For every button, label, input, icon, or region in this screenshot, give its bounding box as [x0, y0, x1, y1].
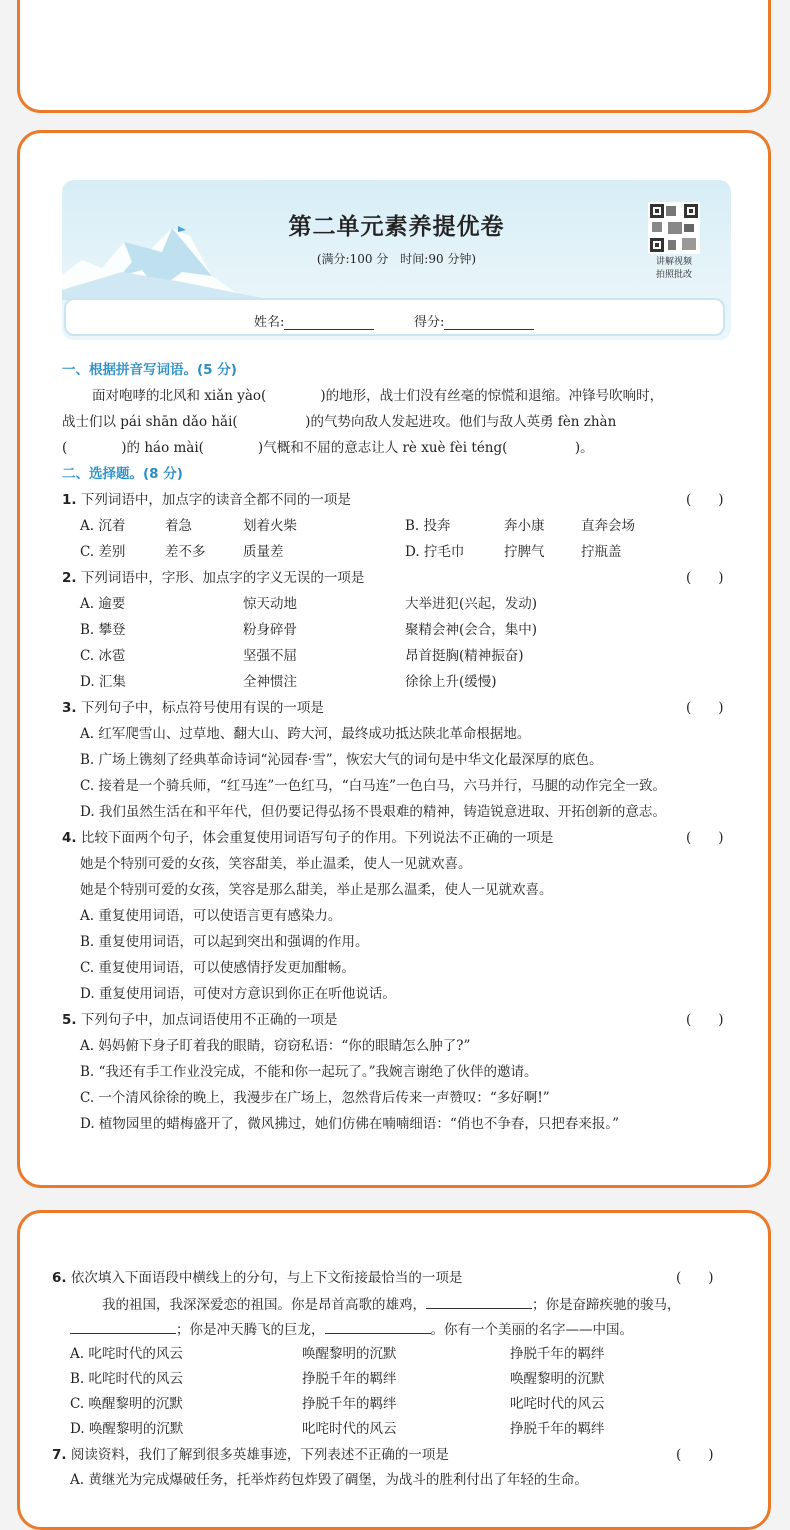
passage-line: ( )的 háo mài( )气概和不屈的意志让人 rè xuè fèi téng( )。 — [62, 440, 594, 456]
fill-blank[interactable] — [426, 1294, 532, 1309]
answer-paren[interactable]: ( ) — [686, 570, 724, 586]
option-text: 聚精会神(会合，集中) — [405, 622, 538, 638]
option-text[interactable]: A. 逾要 — [80, 596, 126, 612]
question-text: 下列词语中，加点字的读音全都不同的一项是 — [80, 492, 351, 508]
option-text: 粉身碎骨 — [243, 622, 297, 638]
name-field[interactable] — [254, 311, 374, 330]
option-text[interactable]: B. 叱咤时代的风云 — [70, 1371, 184, 1387]
option-text[interactable]: C. 重复使用词语，可以使感情抒发更加酣畅。 — [80, 960, 355, 976]
exam-header — [62, 180, 731, 340]
option-text: 挣脱千年的羁绊 — [510, 1346, 605, 1362]
option-text: 叱咤时代的风云 — [510, 1396, 605, 1412]
option-text[interactable]: D. 汇集 — [80, 674, 126, 690]
option-text[interactable]: B. 广场上镌刻了经典革命诗词“沁园春·雪”，恢宏大气的词句是中华文化最深厚的底色。 — [80, 752, 603, 768]
option-text: 着急 — [165, 518, 192, 534]
option-text: 质量差 — [243, 544, 284, 560]
passage-text: ；你是奋蹄疾驰的骏马， — [532, 1297, 681, 1313]
option-text: 唤醒黎明的沉默 — [510, 1371, 605, 1387]
exam-title: 第二单元素养提优卷 — [288, 214, 505, 240]
question-stem — [52, 1268, 462, 1288]
option-text[interactable]: A. 重复使用词语，可以使语言更有感染力。 — [80, 908, 342, 924]
answer-paren[interactable]: ( ) — [676, 1447, 714, 1463]
option-text: 挣脱千年的羁绊 — [510, 1421, 605, 1437]
option-text: 坚强不屈 — [243, 648, 297, 664]
option-text[interactable]: C. 接着是一个骑兵师，“红马连”一色红马，“白马连”一色白马，六马并行，马腿的动作完全一致。 — [80, 778, 667, 794]
option-text[interactable]: C. 唤醒黎明的沉默 — [70, 1396, 183, 1412]
option-text[interactable]: C. 一个清风徐徐的晚上，我漫步在广场上，忽然背后传来一声赞叹：“多好啊!” — [80, 1090, 550, 1106]
option-text: 唤醒黎明的沉默 — [302, 1346, 397, 1362]
previous-page-card — [17, 0, 771, 113]
question-number: 1. — [62, 492, 77, 508]
question-number: 7. — [52, 1447, 67, 1463]
option-text[interactable]: C. 冰雹 — [80, 648, 126, 664]
option-text[interactable]: A. 叱咤时代的风云 — [70, 1346, 183, 1362]
option-text: 拧瓶盖 — [581, 544, 622, 560]
option-text[interactable]: D. 重复使用词语，可使对方意识到你正在听他说话。 — [80, 986, 396, 1002]
question-number: 5. — [62, 1012, 77, 1028]
option-text: 大举进犯(兴起，发动) — [405, 596, 538, 612]
question-stem — [52, 1445, 449, 1465]
option-text: 划着火柴 — [243, 518, 297, 534]
option-text[interactable]: B. “我还有手工作业没完成，不能和你一起玩了。”我婉言谢绝了伙伴的邀请。 — [80, 1064, 538, 1080]
passage-line — [70, 1319, 633, 1340]
option-text[interactable]: A. 沉着 — [80, 518, 126, 534]
example-sentence: 她是个特别可爱的女孩，笑容是那么甜美，举止是那么温柔，使人一见就欢喜。 — [80, 882, 553, 898]
option-text[interactable]: B. 投奔 — [405, 518, 451, 534]
option-text: 奔小康 — [504, 518, 545, 534]
option-text: 挣脱千年的羁绊 — [302, 1371, 397, 1387]
option-text[interactable]: D. 拧毛巾 — [405, 544, 465, 560]
question-stem — [62, 1010, 337, 1030]
score-blank[interactable] — [444, 317, 534, 330]
question-text: 下列词语中，字形、加点字的字义无误的一项是 — [80, 570, 365, 586]
option-text: 挣脱千年的羁绊 — [302, 1396, 397, 1412]
name-label: 姓名: — [254, 315, 285, 330]
answer-paren[interactable]: ( ) — [686, 1012, 724, 1028]
passage-line — [102, 1294, 681, 1315]
question-text: 下列句子中，加点词语使用不正确的一项是 — [80, 1012, 338, 1028]
name-score-bar — [64, 298, 725, 336]
option-text: 惊天动地 — [243, 596, 297, 612]
option-text[interactable]: B. 攀登 — [80, 622, 126, 638]
option-text[interactable]: D. 我们虽然生活在和平年代，但仍要记得弘扬不畏艰难的精神，铸造锐意进取、开拓创新的意志。 — [80, 804, 666, 820]
option-text[interactable]: A. 红军爬雪山、过草地、翻大山、跨大河，最终成功抵达陕北革命根据地。 — [80, 726, 531, 742]
question-number: 4. — [62, 830, 77, 846]
question-stem — [62, 828, 553, 848]
example-sentence: 她是个特别可爱的女孩，笑容甜美，举止温柔，使人一见就欢喜。 — [80, 856, 472, 872]
qr-caption-video: 讲解视频 — [655, 257, 692, 267]
section-one-title: 一、根据拼音写词语。(5 分) — [62, 362, 237, 378]
question-stem — [62, 490, 351, 510]
option-text: 叱咤时代的风云 — [302, 1421, 397, 1437]
fill-blank[interactable] — [70, 1319, 176, 1334]
fill-blank[interactable] — [325, 1319, 431, 1334]
exam-subtitle: (满分:100 分 时间:90 分钟) — [316, 252, 477, 266]
score-field[interactable] — [414, 311, 534, 330]
passage-text: 我的祖国，我深深爱恋的祖国。你是昂首高歌的雄鸡， — [102, 1297, 426, 1313]
question-stem — [62, 568, 364, 588]
answer-paren[interactable]: ( ) — [686, 830, 724, 846]
qr-code-icon[interactable] — [648, 202, 700, 254]
answer-paren[interactable]: ( ) — [686, 492, 724, 508]
passage-line: 面对咆哮的北风和 xiǎn yào( )的地形，战士们没有丝毫的惊慌和退缩。冲锋号吹响时， — [92, 388, 664, 404]
option-text[interactable]: A. 妈妈俯下身子盯着我的眼睛，窃窃私语：“你的眼睛怎么肿了?” — [80, 1038, 471, 1054]
option-text: 昂首挺胸(精神振奋) — [405, 648, 524, 664]
option-text: 全神惯注 — [243, 674, 297, 690]
answer-paren[interactable]: ( ) — [676, 1270, 714, 1286]
question-text: 比较下面两个句子，体会重复使用词语写句子的作用。下列说法不正确的一项是 — [80, 830, 554, 846]
option-text: 拧脾气 — [504, 544, 545, 560]
option-text: 直奔会场 — [581, 518, 635, 534]
answer-paren[interactable]: ( ) — [686, 700, 724, 716]
option-text[interactable]: B. 重复使用词语，可以起到突出和强调的作用。 — [80, 934, 369, 950]
name-blank[interactable] — [284, 317, 374, 330]
question-stem — [62, 698, 324, 718]
qr-caption-grade: 拍照批改 — [655, 270, 692, 280]
option-text[interactable]: A. 黄继光为完成爆破任务，托举炸药包炸毁了碉堡，为战斗的胜利付出了年轻的生命。 — [70, 1472, 588, 1488]
qr-caption — [640, 256, 708, 282]
question-number: 3. — [62, 700, 77, 716]
question-number: 6. — [52, 1270, 67, 1286]
passage-text: 。你有一个美丽的名字——中国。 — [430, 1322, 633, 1338]
question-number: 2. — [62, 570, 77, 586]
passage-text: ；你是冲天腾飞的巨龙， — [176, 1322, 325, 1338]
option-text: 徐徐上升(缓慢) — [405, 674, 497, 690]
section-two-title: 二、选择题。(8 分) — [62, 466, 183, 482]
option-text[interactable]: D. 唤醒黎明的沉默 — [70, 1421, 184, 1437]
question-text: 下列句子中，标点符号使用有误的一项是 — [80, 700, 324, 716]
question-text: 依次填入下面语段中横线上的分句，与上下文衔接最恰当的一项是 — [70, 1270, 463, 1286]
passage-line: 战士们以 pái shān dǎo hǎi( )的气势向敌人发起进攻。他们与敌人英勇 fèn zhàn — [62, 414, 617, 430]
option-text[interactable]: C. 差别 — [80, 544, 126, 560]
score-label: 得分: — [414, 315, 445, 330]
option-text[interactable]: D. 植物园里的蜡梅盛开了，微风拂过，她们仿佛在喃喃细语：“俏也不争春，只把春来报。” — [80, 1116, 619, 1132]
option-text: 差不多 — [165, 544, 206, 560]
question-text: 阅读资料，我们了解到很多英雄事迹，下列表述不正确的一项是 — [70, 1447, 449, 1463]
